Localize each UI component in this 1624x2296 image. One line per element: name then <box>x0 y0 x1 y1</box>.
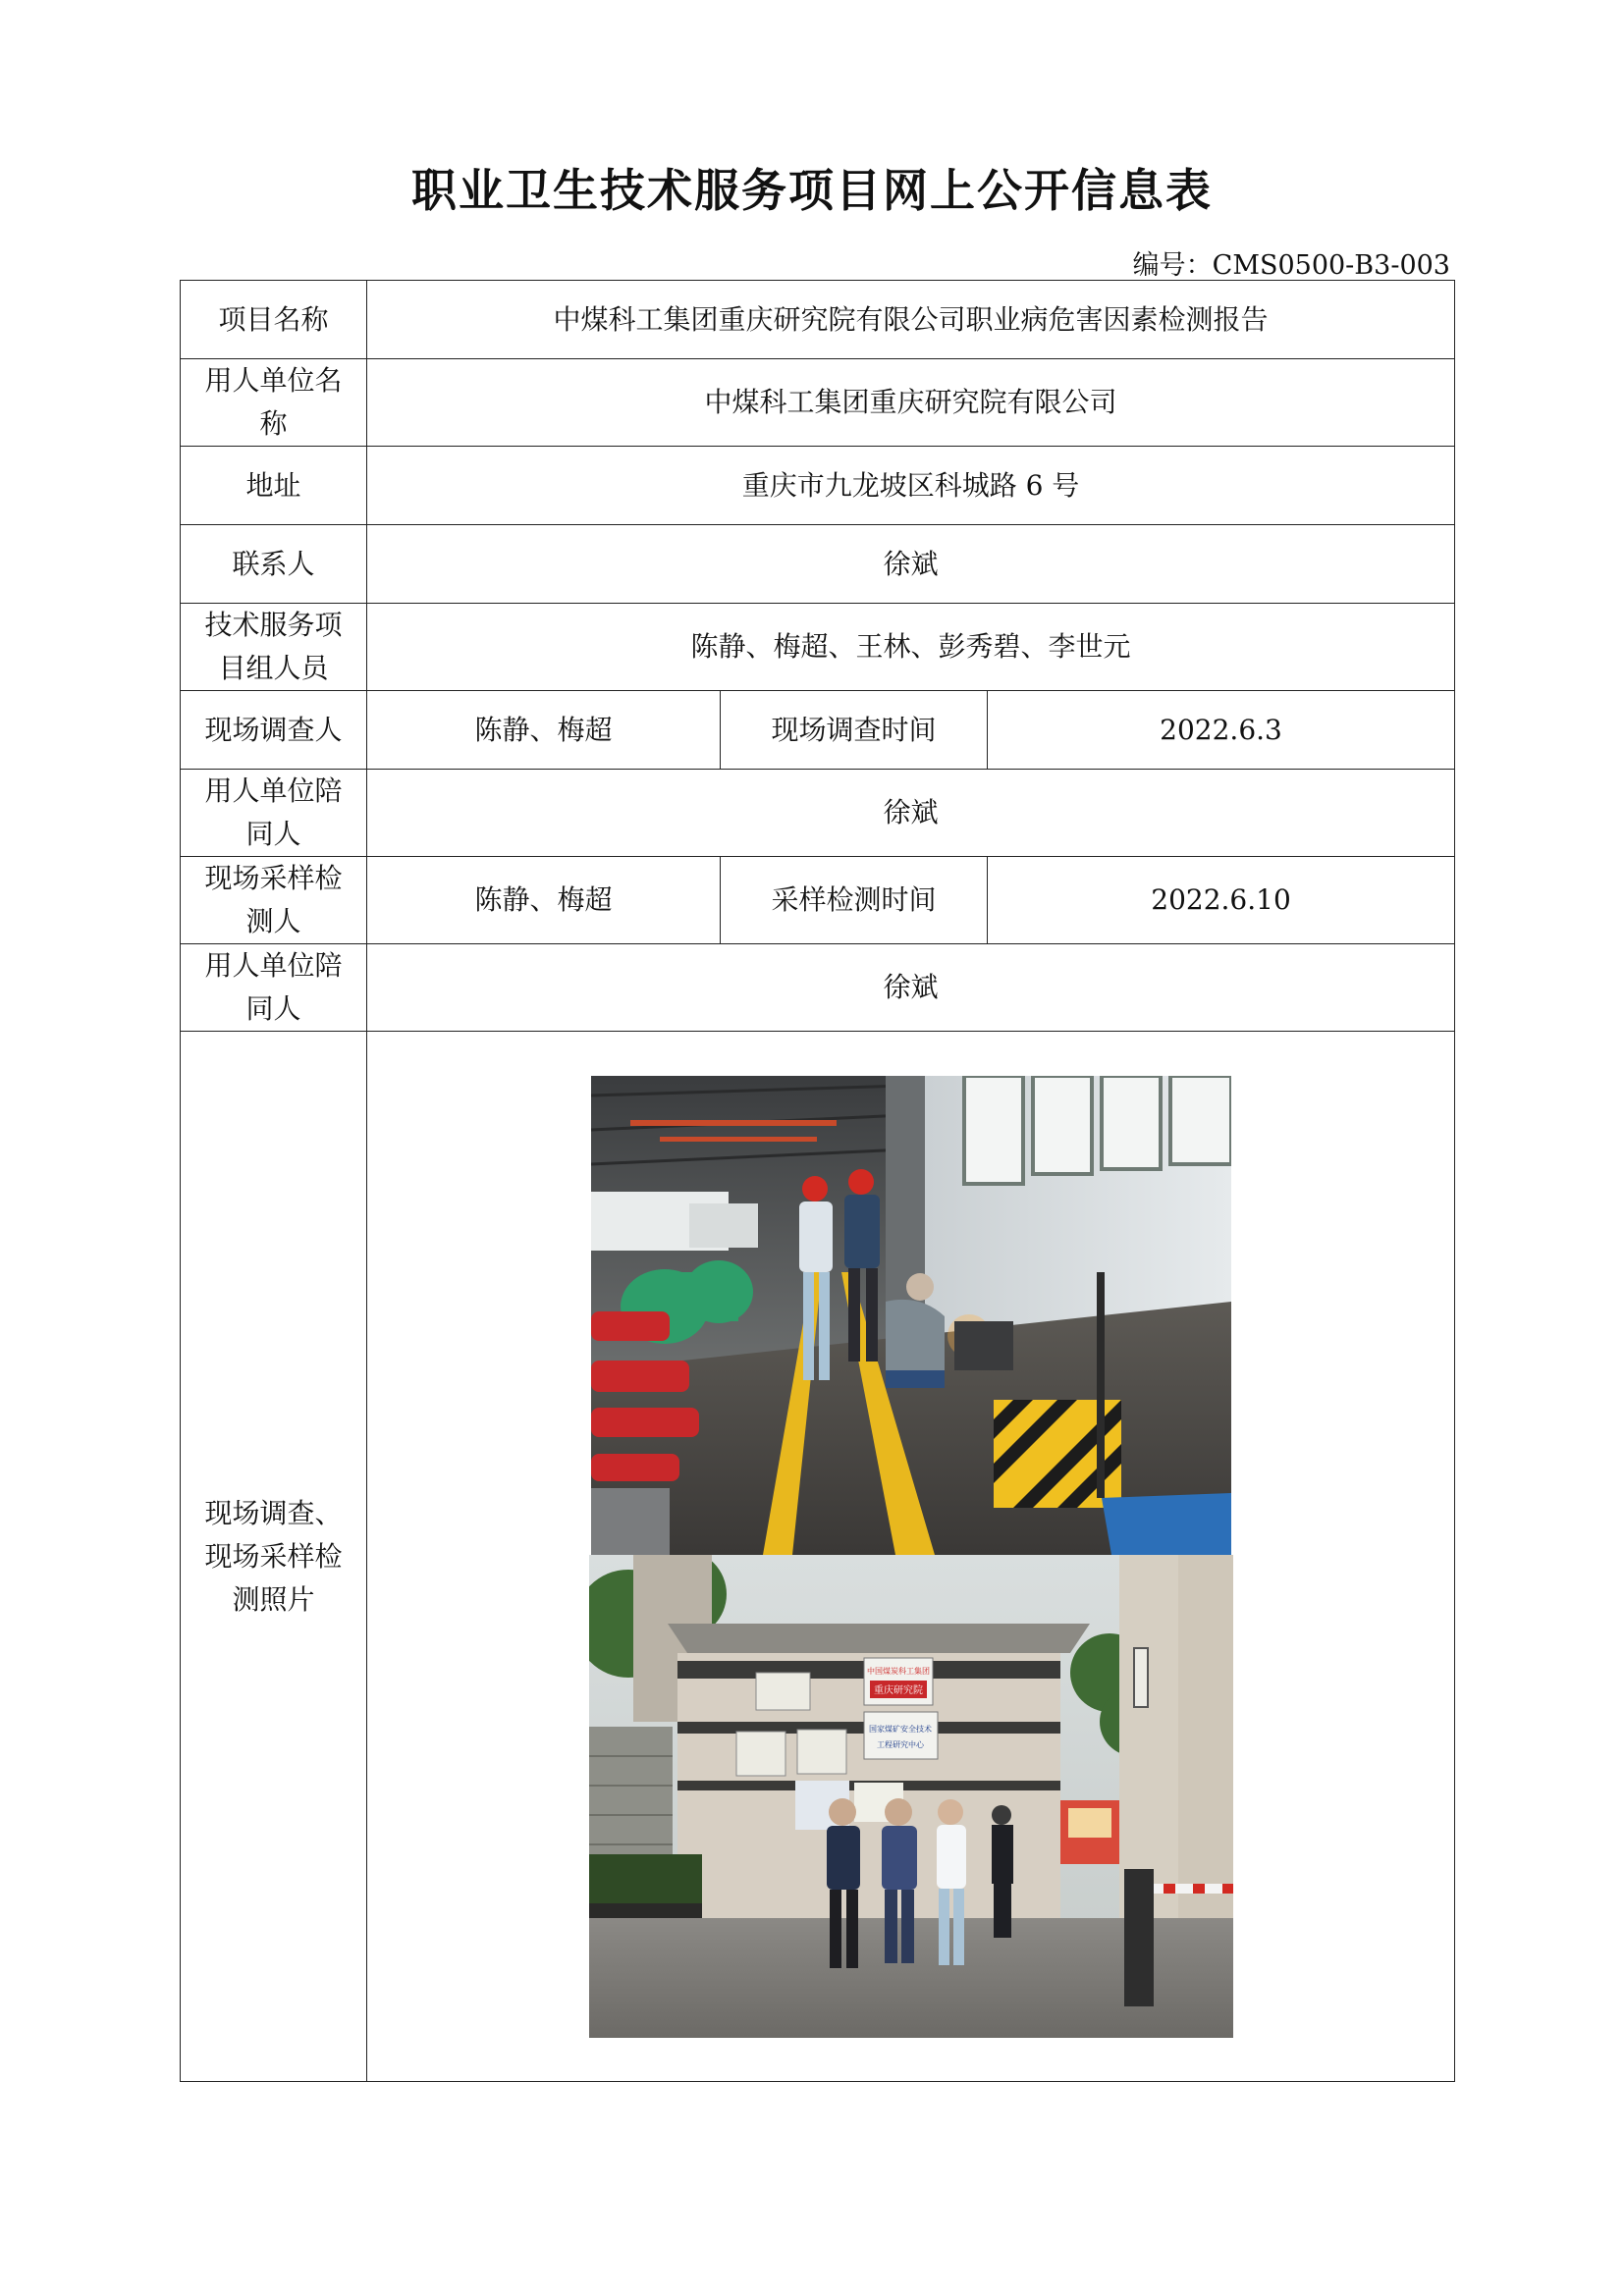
survey-companion-label: 用人单位陪同人 <box>181 770 367 857</box>
sampling-label: 现场采样检测人 <box>181 857 367 944</box>
survey-value: 陈静、梅超 <box>367 691 721 770</box>
workshop-sampling-photo <box>591 1076 1231 1555</box>
gate-sign-institute: 重庆研究院 <box>873 1684 923 1696</box>
row-sampling <box>181 857 1455 944</box>
sampling-companion-value: 徐斌 <box>367 944 1455 1032</box>
contact-label: 联系人 <box>181 525 367 604</box>
survey-companion-value: 徐斌 <box>367 770 1455 857</box>
contact-value: 徐斌 <box>367 525 1455 604</box>
team-value: 陈静、梅超、王林、彭秀碧、李世元 <box>367 604 1455 691</box>
survey-time-value: 2022.6.3 <box>988 691 1455 770</box>
employer-label: 用人单位名称 <box>181 359 367 447</box>
photos-cell <box>367 1032 1455 2082</box>
photos-label: 现场调查、现场采样检测照片 <box>181 1032 367 2082</box>
row-survey <box>181 691 1455 770</box>
survey-time-label: 现场调查时间 <box>721 691 988 770</box>
project-name-value: 中煤科工集团重庆研究院有限公司职业病危害因素检测报告 <box>367 281 1455 359</box>
row-project-name <box>181 281 1455 359</box>
row-employer <box>181 359 1455 447</box>
gate-sign-center-2: 工程研究中心 <box>876 1739 924 1749</box>
row-contact <box>181 525 1455 604</box>
survey-label: 现场调查人 <box>181 691 367 770</box>
row-address <box>181 447 1455 525</box>
address-label: 地址 <box>181 447 367 525</box>
sampling-companion-label: 用人单位陪同人 <box>181 944 367 1032</box>
gate-sign-group: 中国煤炭科工集团 <box>866 1666 930 1676</box>
row-survey-companion <box>181 770 1455 857</box>
project-name-label: 项目名称 <box>181 281 367 359</box>
row-photos <box>181 1032 1455 2082</box>
gate-group-photo <box>589 1555 1233 2038</box>
row-sampling-companion <box>181 944 1455 1032</box>
document-number: 编号：CMS0500-B3-003 <box>1132 250 1450 281</box>
sampling-time-value: 2022.6.10 <box>988 857 1455 944</box>
employer-value: 中煤科工集团重庆研究院有限公司 <box>367 359 1455 447</box>
gate-sign-center-1: 国家煤矿安全技术 <box>868 1724 932 1734</box>
document-title: 职业卫生技术服务项目网上公开信息表 <box>411 164 1213 217</box>
sampling-value: 陈静、梅超 <box>367 857 721 944</box>
address-value: 重庆市九龙坡区科城路 6 号 <box>367 447 1455 525</box>
info-table <box>180 280 1455 2082</box>
row-team <box>181 604 1455 691</box>
sampling-time-label: 采样检测时间 <box>721 857 988 944</box>
team-label: 技术服务项目组人员 <box>181 604 367 691</box>
